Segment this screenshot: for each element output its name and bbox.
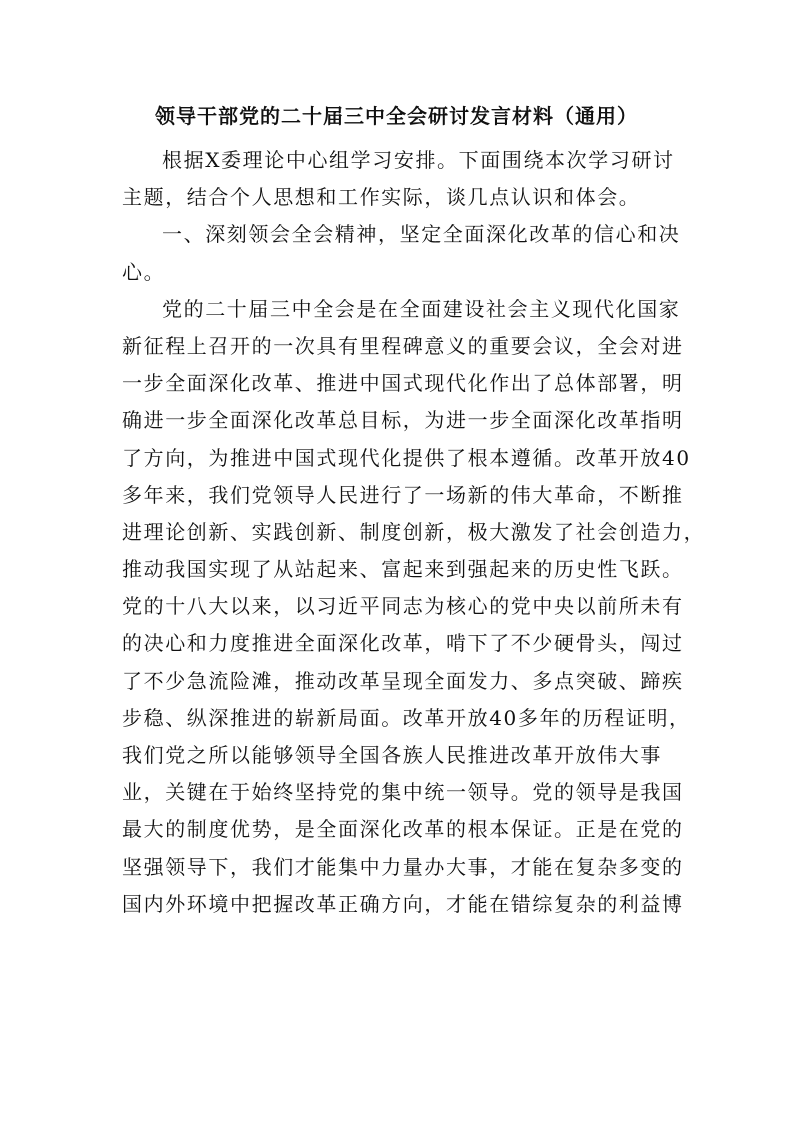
paragraph-line: 的决心和力度推进全面深化改革，啃下了不少硬骨头，闯过 [122, 631, 684, 656]
paragraph-line: 推动我国实现了从站起来、富起来到强起来的历史性飞跃。 [122, 557, 684, 582]
paragraph-line: 主题，结合个人思想和工作实际，谈几点认识和体会。 [122, 185, 641, 210]
document-body [122, 142, 706, 923]
paragraph-line: 步稳、纵深推进的崭新局面。改革开放40多年的历程证明， [122, 705, 691, 730]
paragraph-line: 确进一步全面深化改革总目标，为进一步全面深化改革指明 [122, 408, 684, 433]
paragraph-line: 新征程上召开的一次具有里程碑意义的重要会议，全会对进 [122, 333, 684, 358]
paragraph-line: 了不少急流险滩，推动改革呈现全面发力、多点突破、蹄疾 [122, 668, 684, 693]
paragraph-line: 最大的制度优势，是全面深化改革的根本保证。正是在党的 [122, 817, 684, 842]
paragraph-line: 业，关键在于始终坚持党的集中统一领导。党的领导是我国 [122, 780, 684, 805]
paragraph-line: 我们党之所以能够领导全国各族人民推进改革开放伟大事 [122, 743, 662, 767]
paragraph-line: 党的二十届三中全会是在全面建设社会主义现代化国家 [162, 296, 681, 321]
paragraph-line: 坚强领导下，我们才能集中力量办大事，才能在复杂多变的 [122, 854, 684, 879]
section-heading-line: 心。 [122, 259, 166, 284]
paragraph-line: 了方向，为推进中国式现代化提供了根本遵循。改革开放40 [122, 445, 691, 470]
paragraph-line: 进理论创新、实践创新、制度创新，极大激发了社会创造力， [122, 519, 706, 544]
paragraph-line: 国内外环境中把握改革正确方向，才能在错综复杂的利益博 [122, 891, 684, 916]
paragraph-line: 根据X委理论中心组学习安排。下面围绕本次学习研讨 [162, 148, 675, 172]
paragraph-line: 多年来，我们党领导人民进行了一场新的伟大革命，不断推 [122, 482, 684, 507]
paragraph-line: 一步全面深化改革、推进中国式现代化作出了总体部署，明 [122, 371, 684, 396]
paragraph-line: 党的十八大以来，以习近平同志为核心的党中央以前所未有 [122, 594, 684, 619]
section-heading-line: 一、深刻领会全会精神，坚定全面深化改革的信心和决 [162, 222, 681, 247]
document-title: 领导干部党的二十届三中全会研讨发言材料（通用） [155, 104, 638, 128]
